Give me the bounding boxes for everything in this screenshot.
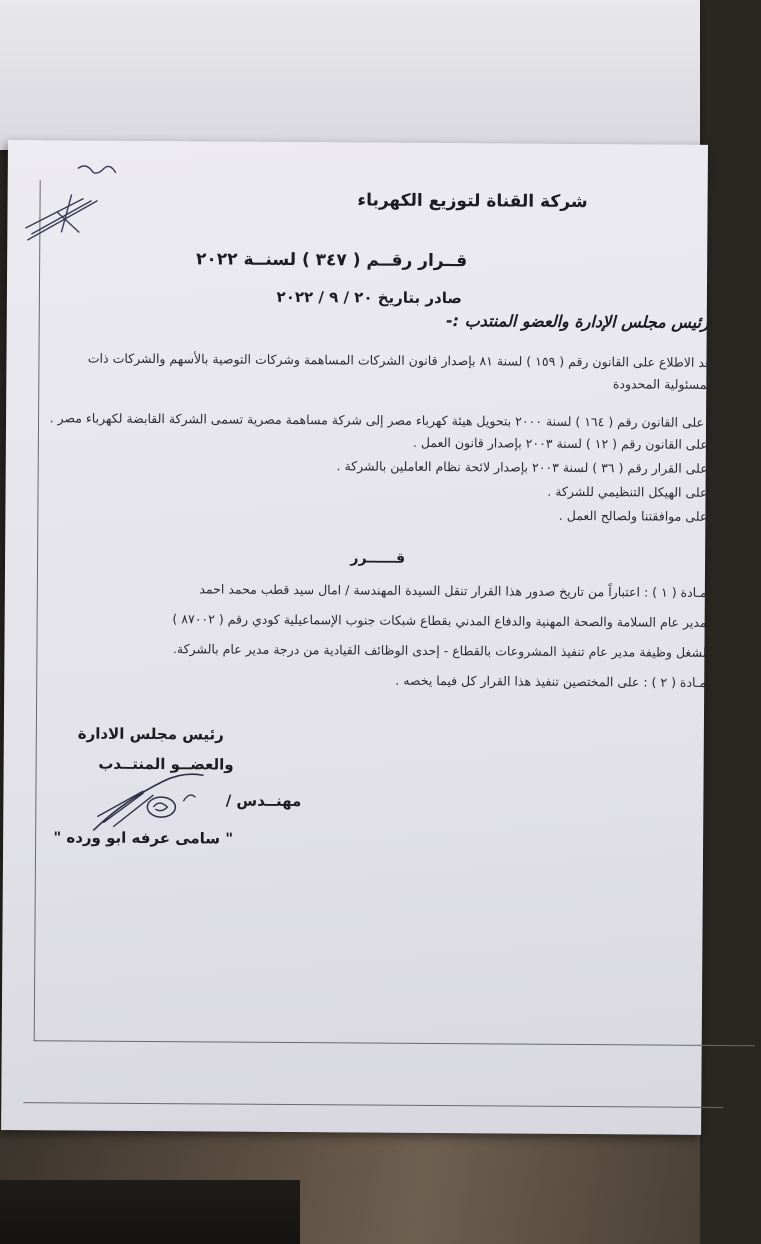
addressee-line: رئيس مجلس الإدارة والعضو المنتدب :- (445, 311, 709, 332)
handwritten-signature (83, 761, 234, 842)
handwritten-initials (17, 150, 138, 251)
decree-document (1, 140, 715, 1135)
article-2: مـادة ( ٢ ) : على المختصين تنفيذ هذا القرار كل فيما يخصه . (395, 672, 707, 690)
decree-title: قــرار رقــم ( ٣٤٧ ) لسنــة ٢٠٢٢ (196, 249, 468, 272)
preamble-line: وعلى الهيكل التنظيمي للشركة . (547, 483, 714, 500)
signatory-name: " سامى عرفه ابو ورده " (53, 828, 234, 848)
top-paper-sheet (0, 0, 700, 150)
preamble-line: وعلى القانون رقم ( ١٢ ) لسنة ٢٠٠٣ بإصدار قانون العمل . (412, 434, 714, 452)
signatory-title: رئيس مجلس الادارة (77, 724, 224, 744)
article-1-line: مدير عام السلامة والصحة المهنية والدفاع المدني بقطاع شبكات جنوب الإسماعيلية كودي رقم ( ٨٧٠٠٢ ) (172, 611, 707, 630)
preamble-line: بعد الاطلاع على القانون رقم ( ١٥٩ ) لسنة ٨١ بإصدار قانون الشركات المساهمة وشركات التوصية بالأسهم والشركات ذات (87, 350, 715, 370)
company-name: شركة القناة لتوزيع الكهرباء (357, 190, 588, 213)
signatory-title: والعضــو المنتــدب (98, 754, 234, 774)
preamble-line: وعلى موافقتنا ولصالح العمل . (558, 507, 714, 524)
preamble-line: وعلى القرار رقم ( ٣٦ ) لسنة ٢٠٠٣ بإصدار لائحة نظام العاملين بالشركة . (336, 458, 714, 476)
article-1-line: مـادة ( ١ ) : اعتباراً من تاريخ صدور هذا القرار تنقل السيدة المهندسة / امال سيد قطب محمد احمد (199, 581, 707, 600)
floor-shadow (0, 1180, 300, 1244)
preamble-line: المسئولية المحدودة (612, 376, 715, 392)
footer-rule (23, 1102, 723, 1108)
engineer-label: مهنــدس / (225, 791, 302, 811)
article-1-line: لشغل وظيفة مدير عام تنفيذ المشروعات بالقطاع - إحدى الوظائف القيادية من درجة مدير عام بالشركة. (172, 641, 707, 660)
decides-heading: قــــــرر (350, 550, 406, 567)
issue-date: صادر بتاريخ ٢٠ / ٩ / ٢٠٢٢ (276, 287, 462, 308)
preamble-line: و على القانون رقم ( ١٦٤ ) لسنة ٢٠٠٠ بتحويل هيئة كهرباء مصر إلى شركة مساهمة مصرية تسمى الشركة القابضة لكهرباء مصر . (49, 410, 715, 430)
